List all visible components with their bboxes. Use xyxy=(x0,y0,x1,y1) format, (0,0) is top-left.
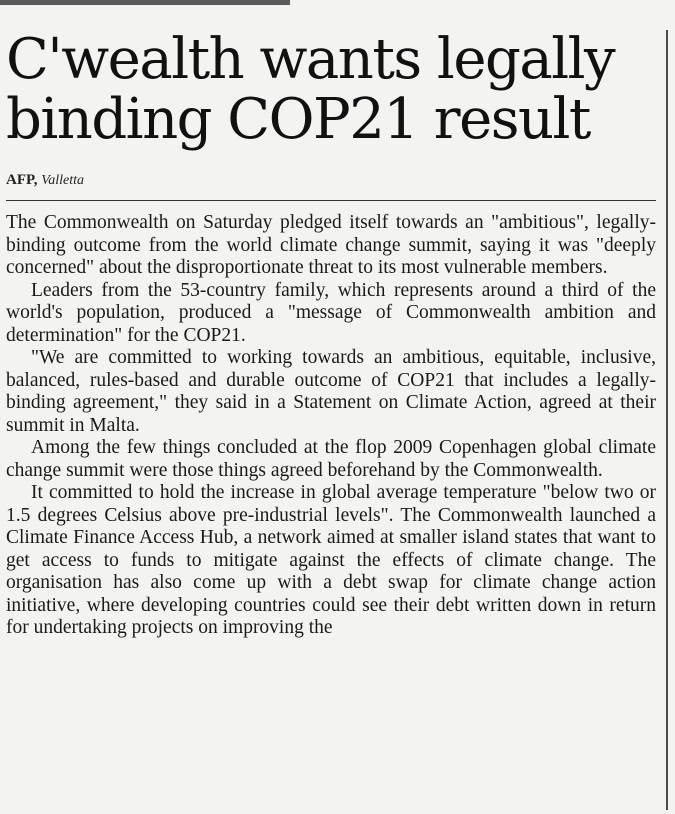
column-divider xyxy=(666,30,668,810)
article-paragraph: Leaders from the 53-country family, which represents around a third of the world's population, produced a "message of Commonwealth ambition and determination" for the COP21. xyxy=(6,279,656,346)
article-paragraph: "We are committed to working towards an ambitious, equitable, inclusive, balanced, rules-based and durable outcome of COP21 that includes a legally-binding agreement," they said in a Statement on Climate Action, agreed at their summit in Malta. xyxy=(6,347,656,436)
byline-agency: AFP, xyxy=(6,172,38,188)
headline: C'wealth wants legally binding COP21 result xyxy=(6,27,615,152)
top-rule xyxy=(0,0,290,5)
article-paragraph: Among the few things concluded at the flop 2009 Copenhagen global climate change summit were those things agreed beforehand by the Commonwealth. xyxy=(6,437,656,481)
byline-divider xyxy=(6,200,656,201)
byline-place: Valletta xyxy=(41,173,85,188)
article-body xyxy=(6,212,656,640)
article-paragraph: The Commonwealth on Saturday pledged itself towards an "ambitious", legally-binding outcome from the world climate change summit, saying it was "deeply concerned" about the disproportionate threat to its most vulnerable members. xyxy=(6,212,656,278)
byline xyxy=(6,172,84,189)
article-paragraph: It committed to hold the increase in global average temperature "below two or 1.5 degrees Celsius above pre-industrial levels". The Commonwealth launched a Climate Finance Access Hub, a network aimed at smaller island states that want to get access to funds to mitigate against the effects of climate change. The organisation has also come up with a debt swap for climate change action initiative, where developing countries could see their debt written down in return for undertaking projects on improving the xyxy=(6,482,656,638)
